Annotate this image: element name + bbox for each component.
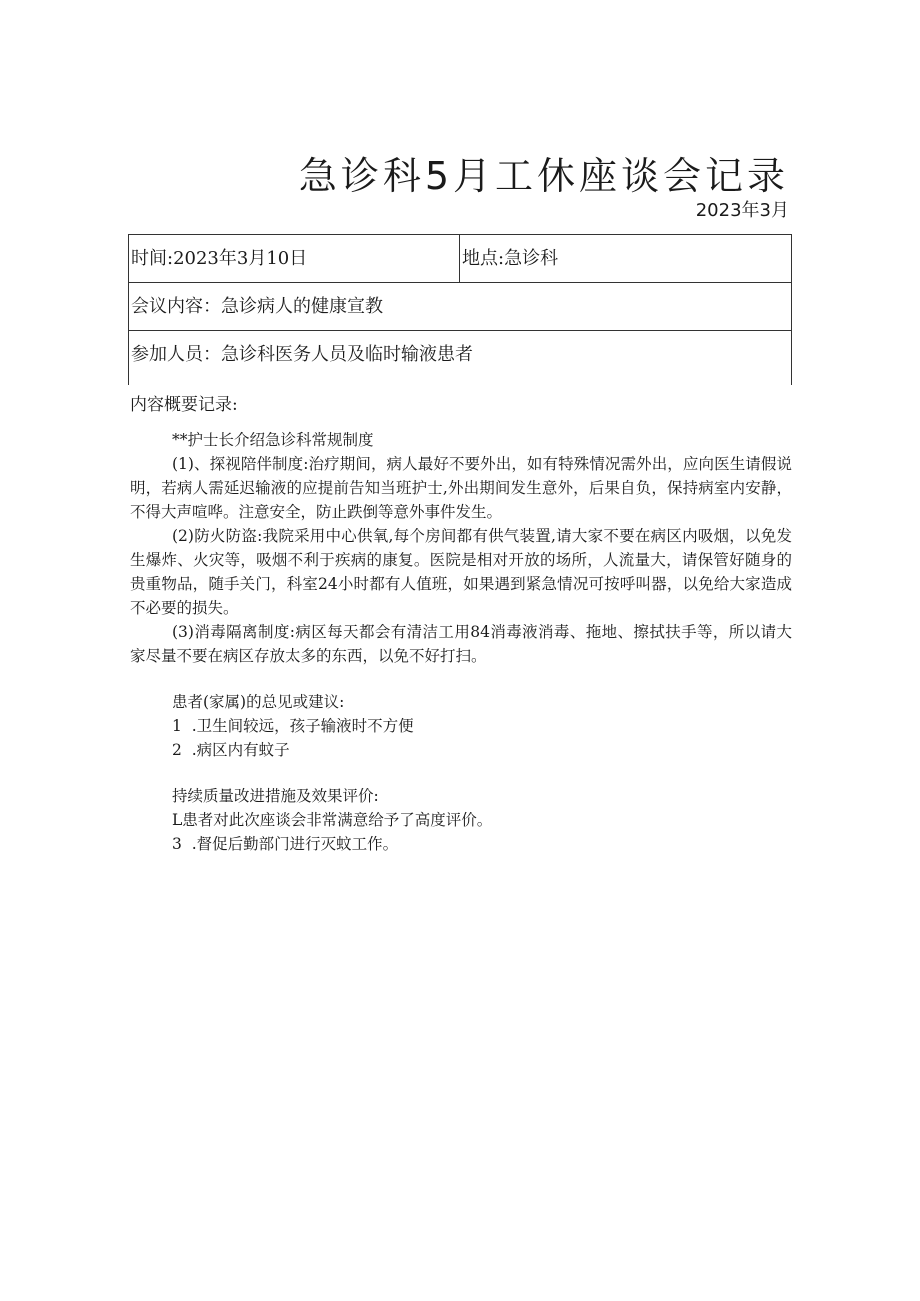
document-date: 2023年3月: [695, 200, 789, 221]
meeting-info-table: [128, 234, 792, 385]
section-spacer: [130, 668, 792, 690]
feedback-item: 1 .卫生间较远，孩子输液时不方便: [172, 717, 414, 735]
feedback-label: 患者(家属)的总见或建议:: [172, 693, 345, 711]
feedback-item: 2 .病区内有蚊子: [172, 741, 290, 759]
meeting-topic: 会议内容：急诊病人的健康宣教: [131, 296, 383, 317]
info-row-participants: [129, 331, 791, 385]
meeting-participants: 参加人员：急诊科医务人员及临时输液患者: [131, 344, 473, 365]
info-row-topic: [129, 283, 791, 331]
document-title: 急诊科5月工休座谈会记录: [298, 154, 789, 199]
summary-intro: **护士长介绍急诊科常规制度: [172, 431, 374, 449]
meeting-content: [130, 392, 792, 856]
section-spacer: [130, 762, 792, 784]
rule-paragraph-visiting: (1)、探视陪伴制度:治疗期间，病人最好不要外出，如有特殊情况需外出，应向医生请假说明，若病人需延迟输液的应提前告知当班护士,外出期间发生意外，后果自负，保持病室内安静，不得大声喧哗。注意安全，防止跌倒等意外事件发生。: [130, 455, 792, 521]
info-row-time-place: [129, 235, 791, 283]
meeting-time: 时间:2023年3月10日: [129, 235, 460, 282]
summary-label: 内容概要记录:: [130, 395, 238, 415]
meeting-place: 地点:急诊科: [462, 248, 559, 269]
improvement-item: L患者对此次座谈会非常满意给予了高度评价。: [172, 811, 493, 829]
rule-paragraph-fire-theft: (2)防火防盗:我院采用中心供氧,每个房间都有供气装置,请大家不要在病区内吸烟，以免发生爆炸、火灾等，吸烟不利于疾病的康复。医院是相对开放的场所，人流量大，请保管好随身的贵重物品，随手关门，科室24小时都有人值班，如果遇到紧急情况可按呼叫器，以免给大家造成不必要的损失。: [130, 527, 792, 617]
rule-paragraph-disinfection: (3)消毒隔离制度:病区每天都会有清洁工用84消毒液消毒、拖地、擦拭扶手等，所以请大家尽量不要在病区存放太多的东西，以免不好打扫。: [130, 623, 792, 665]
improvement-label: 持续质量改进措施及效果评价:: [172, 787, 379, 805]
improvement-item: 3 .督促后勤部门进行灭蚊工作。: [172, 835, 399, 853]
